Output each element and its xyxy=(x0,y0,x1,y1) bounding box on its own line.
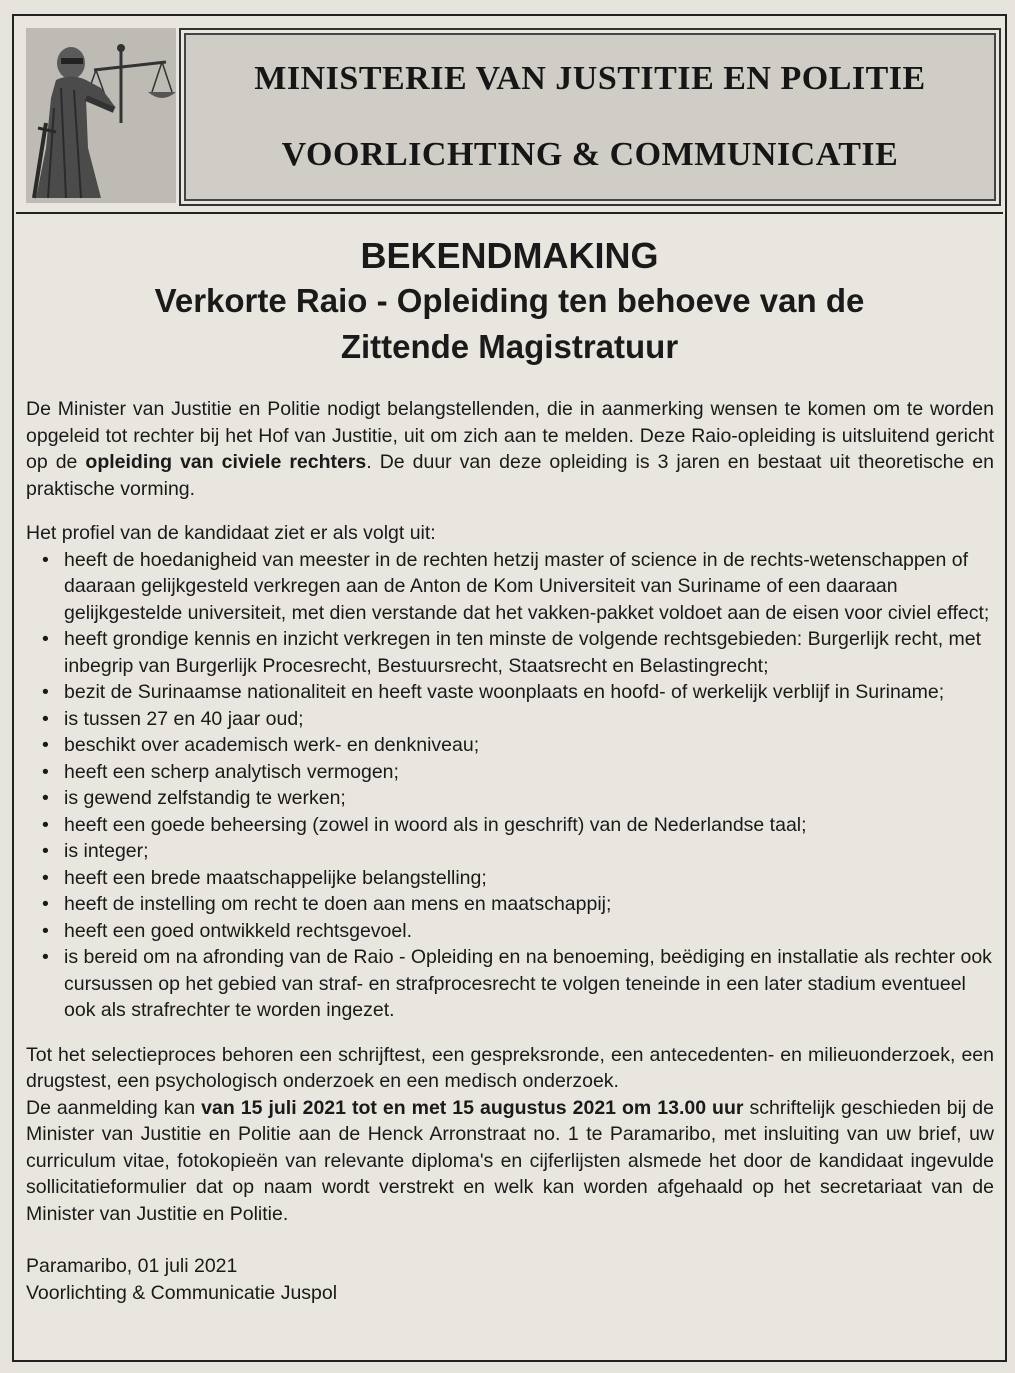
profile-item: • heeft een brede maatschappelijke belangstelling; xyxy=(26,865,994,892)
announcement-body xyxy=(26,396,994,1306)
profile-item: • beschikt over academisch werk- en denkniveau; xyxy=(26,732,994,759)
bullet-icon: • xyxy=(42,787,49,809)
selection-paragraph: Tot het selectieproces behoren een schrijftest, een gespreksronde, een antecedenten- en milieuonderzoek, een drugstest, een psychologisch onderzoek en een medisch onderzoek. xyxy=(26,1043,994,1092)
title-block xyxy=(14,224,1005,370)
bullet-icon: • xyxy=(42,893,49,915)
profile-heading: Het profiel van de kandidaat ziet er als volgt uit: xyxy=(26,522,436,544)
place-date: Paramaribo, 01 juli 2021 xyxy=(26,1255,238,1277)
profile-item: • heeft een goed ontwikkeld rechtsgevoel. xyxy=(26,918,994,945)
bullet-icon: • xyxy=(42,919,49,942)
bullet-icon: • xyxy=(42,628,49,650)
header xyxy=(16,18,1003,214)
department-name: VOORLICHTING & COMMUNICATIE xyxy=(281,136,899,173)
subtitle-line-2: Zittende Magistratuur xyxy=(340,328,679,365)
closing-block xyxy=(26,1253,994,1306)
bullet-icon: • xyxy=(42,548,49,571)
bullet-icon: • xyxy=(42,946,49,968)
lady-justice-icon xyxy=(26,28,176,203)
application-paragraph: De aanmelding kan van 15 juli 2021 tot en met 15 augustus 2021 om 13.00 uur schriftelijk geschieden bij de Minister van Justitie en Politie aan de Henck Arronstraat no. 1 te Paramaribo, met insluiting van uw brief, uw curriculum vitae, fotokopieën van relevante diploma's en cijferlijsten alsmede het door de kandidaat ingevulde sollicitatieformulier dat op naam wordt verstrekt en welk kan worden afgehaald op het secretariaat van de Minister van Justitie en Politie. xyxy=(26,1096,994,1225)
bullet-icon: • xyxy=(42,734,49,756)
profile-item: • is bereid om na afronding van de Raio - Opleiding en na benoeming, beëdiging en installatie als rechter ook cursussen op het gebied van straf- en strafprocesrecht te volgen teneinde in een later stadium eventueel ook als strafrechter te worden ingezet. xyxy=(42,946,992,1021)
profile-list xyxy=(26,547,994,1024)
bullet-icon: • xyxy=(42,866,49,889)
profile-item: • heeft de instelling om recht te doen aan mens en maatschappij; xyxy=(26,891,994,918)
profile-item: • is integer; xyxy=(26,838,994,865)
page-title: BEKENDMAKING xyxy=(360,235,659,276)
bullet-icon: • xyxy=(42,813,49,836)
bullet-icon: • xyxy=(42,840,49,862)
ministry-name: MINISTERIE VAN JUSTITIE EN POLITIE xyxy=(254,60,926,97)
profile-item: • heeft een goede beheersing (zowel in woord als in geschrift) van de Nederlandse taal; xyxy=(26,812,994,839)
profile-item: • heeft de hoedanigheid van meester in de rechten hetzij master of science in de rechts-wetenschappen of daaraan gelijkgesteld verkregen aan de Anton de Kom Universiteit van Suriname of een daaraan gelijkgestelde universiteit, met dien verstande dat het vakken-pakket voldoet aan de eisen voor civiel effect; xyxy=(42,548,990,624)
intro-paragraph: De Minister van Justitie en Politie nodigt belangstellenden, die in aanmerking wensen te komen om te worden opgeleid tot rechter bij het Hof van Justitie, uit om zich aan te melden. Deze Raio-opleiding is uitsluitend gericht op de opleiding van civiele rechters. De duur van deze opleiding is 3 jaren en bestaat uit theoretische en praktische vorming. xyxy=(26,398,994,500)
profile-item: • bezit de Surinaamse nationaliteit en heeft vaste woonplaats en hoofd- of werkelijk verblijf in Suriname; xyxy=(26,679,994,706)
bullet-icon: • xyxy=(42,760,49,783)
announcement-frame xyxy=(12,14,1007,1362)
subtitle-line-1: Verkorte Raio - Opleiding ten behoeve van de xyxy=(154,282,865,319)
profile-item: • heeft een scherp analytisch vermogen; xyxy=(26,759,994,786)
signature: Voorlichting & Communicatie Juspol xyxy=(26,1281,338,1304)
ministry-banner xyxy=(179,28,1001,206)
bullet-icon: • xyxy=(42,681,49,703)
bullet-icon: • xyxy=(42,707,49,730)
profile-item: • heeft grondige kennis en inzicht verkregen in ten minste de volgende rechtsgebieden: Burgerlijk recht, met inbegrip van Burgerlijk Procesrecht, Bestuursrecht, Staatsrecht en Belastingrecht; xyxy=(42,628,982,677)
profile-item: • is gewend zelfstandig te werken; xyxy=(26,785,994,812)
profile-item: • is tussen 27 en 40 jaar oud; xyxy=(26,706,994,733)
